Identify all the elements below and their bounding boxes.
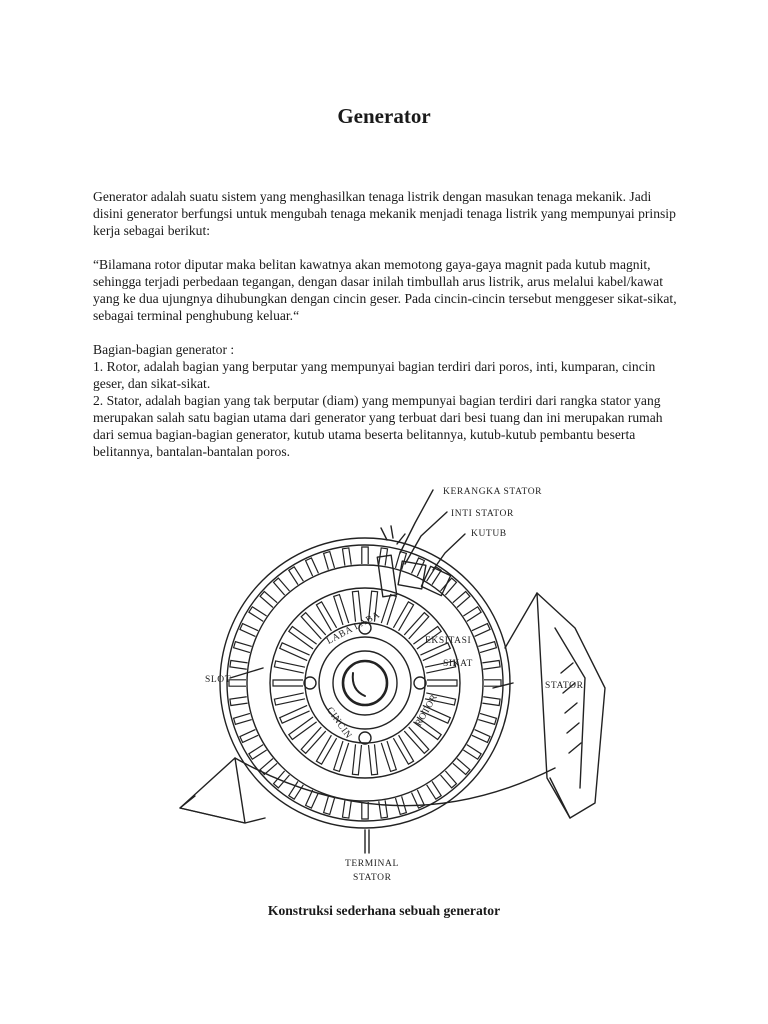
generator-drawing <box>175 478 615 888</box>
stator-slot <box>260 759 277 775</box>
stator-slot <box>324 796 335 814</box>
rotor-tooth <box>381 595 396 625</box>
rotor-tooth <box>334 741 349 771</box>
stator-slot <box>362 547 368 564</box>
principle-quote: “Bilamana rotor diputar maka belitan kawatnya akan memotong gaya-gaya magnit pada kutub magnit, sehingga terjadi perbedaan tegangan, dengan dasar inilah timbullah arus listrik, arus melalui kabel/kawat yang ke dua ujungnya dihubungkan dengan cincin geser. Pada cincin-cincin tersebut menggeser sikat-sikat, sebagai terminal penghubung keluar.“ <box>93 257 677 323</box>
stator-slot <box>453 592 470 608</box>
label-eksitasi: EKSITASI <box>425 636 472 646</box>
label-sikat: SIKAT <box>443 659 473 669</box>
stator-slot <box>274 578 290 595</box>
stator-slot <box>478 642 496 653</box>
stator-slot <box>379 800 388 818</box>
label-terminal: TERMINAL <box>345 859 399 869</box>
rotor-tooth <box>274 661 305 673</box>
label-kutub: KUTUB <box>471 529 507 539</box>
stator-slot <box>453 759 470 775</box>
rotor-tooth <box>273 680 303 686</box>
stator-slot <box>362 802 368 819</box>
rotor-tooth <box>274 693 305 705</box>
rotor-tooth <box>352 591 361 621</box>
left-foot <box>180 758 245 823</box>
stator-slot <box>249 745 267 760</box>
stator-slot <box>412 558 425 576</box>
stator-slot <box>482 697 500 706</box>
stator-slot <box>234 713 252 724</box>
part-stator-item: 2. Stator, adalah bagian yang tak berputar (diam) yang mempunyai bagian terdiri dari rangka stator yang merupakan salah satu bagian utama dari generator yang terbuat dari besi tuang dan ini merupakan rumah dari semua bagian-bagian generator, kutub utama beserta belitannya, kutub-kutub pembantu beserta belitannya, bantalan-bantalan poros. <box>93 393 663 459</box>
rotor-tooth <box>334 595 349 625</box>
stator-slot <box>229 680 246 686</box>
label-inti-stator: INTI STATOR <box>451 509 514 519</box>
rotor-tooth <box>316 735 336 764</box>
stator-slot <box>324 552 335 570</box>
stator-slot <box>472 730 490 743</box>
stator-frame-outer <box>220 538 510 828</box>
label-stator: STATOR <box>545 681 584 691</box>
stator-slot <box>230 660 248 669</box>
label-slot: SLOT <box>205 675 232 685</box>
rotor-tooth <box>280 643 310 661</box>
stator-slot <box>274 771 290 788</box>
parts-heading: Bagian-bagian generator : <box>93 342 235 357</box>
rotor-tooth <box>427 680 457 686</box>
stator-slot <box>463 607 481 622</box>
label-rotor: ROTOR <box>413 692 441 729</box>
stator-slot <box>249 607 267 622</box>
stator-slot <box>472 624 490 637</box>
stator-slot <box>240 624 258 637</box>
label-laba-laba: LABA LABA <box>325 610 383 647</box>
stator-slot <box>260 592 277 608</box>
figure-caption: Konstruksi sederhana sebuah generator <box>267 903 501 918</box>
stator-slot <box>234 642 252 653</box>
label-cincin: CINCIN <box>324 705 354 742</box>
stator-slot <box>441 771 457 788</box>
intro-paragraph: Generator adalah suatu sistem yang menghasilkan tenaga listrik dengan masukan tenaga mekanik. Jadi disini generator berfungsi untuk mengubah tenaga mekanik menjadi tenaga listrik yang mempunyai prinsip kerja sebagai berikut: <box>93 189 676 238</box>
stator-slot <box>482 660 500 669</box>
stator-slot <box>484 680 501 686</box>
rotor-tooth <box>368 744 377 774</box>
generator-diagram <box>175 478 615 888</box>
stator-slot <box>306 558 319 576</box>
stator-slot <box>240 730 258 743</box>
label-terminal-stator: STATOR <box>353 873 392 883</box>
rotor-tooth <box>316 602 336 631</box>
rotor-tooth <box>352 744 361 774</box>
stator-core <box>247 565 483 801</box>
label-kerangka-stator: KERANGKA STATOR <box>443 487 543 497</box>
rotor-tooth <box>280 705 310 723</box>
stator-slot <box>463 745 481 760</box>
rotor-tooth <box>393 735 413 764</box>
stator-slot <box>427 781 442 799</box>
rotor-tooth <box>381 741 396 771</box>
rotor-ring <box>305 623 425 743</box>
stator-housing <box>505 593 605 818</box>
stator-slot <box>289 567 304 585</box>
stator-slot <box>478 713 496 724</box>
stator-slot <box>342 548 351 566</box>
stator-slot <box>342 800 351 818</box>
page-title: Generator <box>337 104 431 128</box>
rotor-tooth <box>393 602 413 631</box>
part-rotor-item: 1. Rotor, adalah bagian yang berputar yang mempunyai bagian terdiri dari poros, inti, kumparan, cincin geser, dan sikat-sikat. <box>93 359 656 391</box>
stator-slot <box>230 697 248 706</box>
